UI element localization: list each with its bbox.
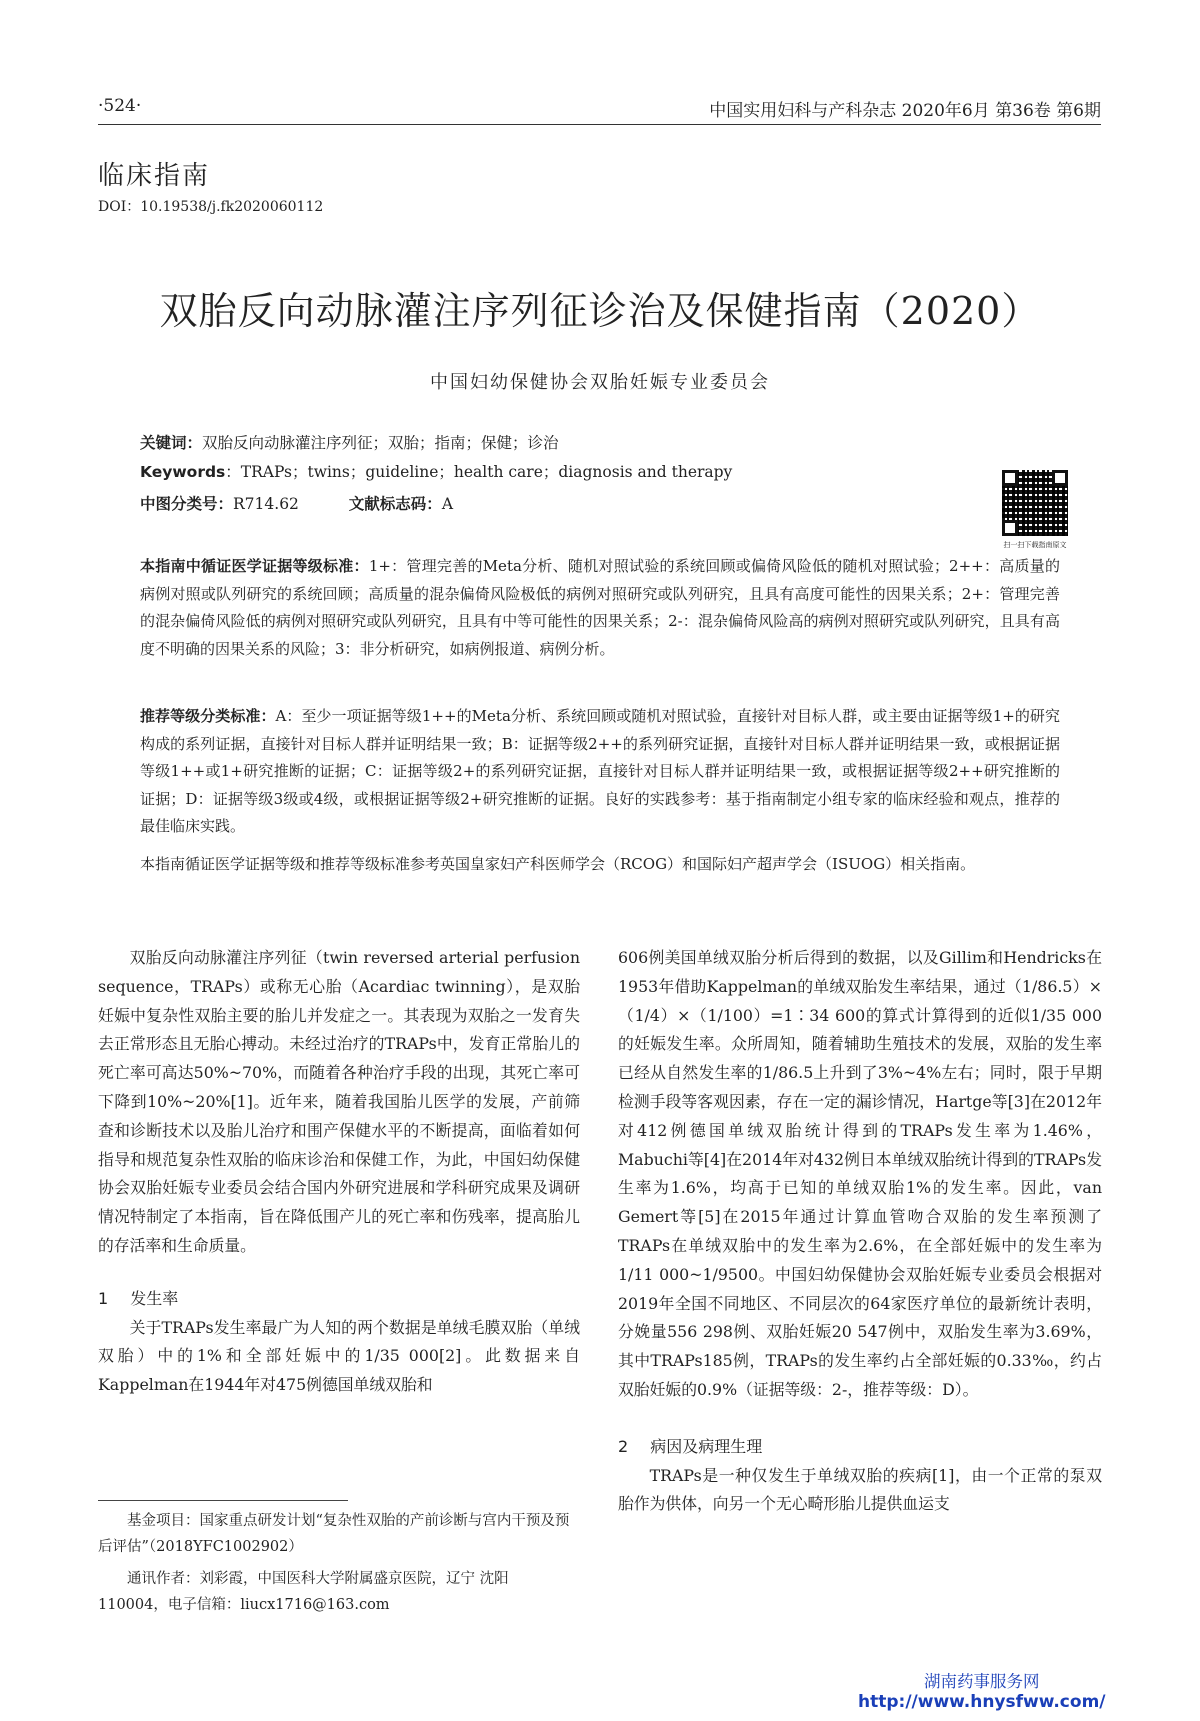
section-1-title: 发生率 (130, 1288, 179, 1308)
doc-code-value: A (441, 495, 454, 513)
continued-paragraph: 606例美国单绒双胎分析后得到的数据，以及Gillim和Hendricks在1953年借助Kappelman的单绒双胎发生率结果，通过（1/86.5）×（1/4）×（1/100）=1∶34 600的算式计算得到的近似1/35 000的妊娠发生率。众所周知，随着辅助生殖技术的发展，双胎的发生率已经从自然发生率的1/86.5上升到了3%~4%左右；同时，限于早期检测手段等客观因素，存在一定的漏诊情况，Hartge等[3]在2012年对412例德国单绒双胎统计得到的TRAPs发生率为1.46%，Mabuchi等[4]在2014年对432例日本单绒双胎统计得到的TRAPs发生率为1.6%，均高于已知的单绒双胎1%的发生率。因此，van Gemert等[5]在2015年通过计算血管吻合双胎的发生率预测了TRAPs在单绒双胎中的发生率为2.6%，在全部妊娠中的发生率为1/11 000~1/9500。中国妇幼保健协会双胎妊娠专业委员会根据对2019年全国不同地区、不同层次的64家医疗单位的最新统计表明，分娩量556 298例、双胎妊娠20 547例中，双胎发生率为3.69%，其中TRAPs185例，TRAPs的发生率约占全部妊娠的0.33‰，约占双胎妊娠的0.9%（证据等级：2-，推荐等级：D）。 (618, 948, 1102, 1399)
recommendation-grade-standard (140, 703, 1060, 841)
classification-label: 中图分类号： (140, 495, 234, 513)
en-keywords-label: Keywords (140, 463, 226, 481)
corresponding-author-footnote: 通讯作者：刘彩霞，中国医科大学附属盛京医院，辽宁 沈阳 110004，电子信箱：liucx1716@163.com (98, 1571, 509, 1613)
evidence-level-label: 本指南中循证医学证据等级标准： (140, 557, 369, 575)
grade-label: 推荐等级分类标准： (140, 707, 276, 725)
article-title: 双胎反向动脉灌注序列征诊治及保健指南（2020） (159, 289, 1041, 333)
grade-text: A：至少一项证据等级1++的Meta分析、系统回顾或随机对照试验，直接针对目标人群，或主要由证据等级1+的研究构成的系列证据，直接针对目标人群并证明结果一致；B：证据等级2++的系列研究证据，直接针对目标人群并证明结果一致，或根据证据等级1++或1+研究推断的证据；C：证据等级2+的系列研究证据，直接针对目标人群并证明结果一致，或根据证据等级2++研究推断的证据；D：证据等级3级或4级，或根据证据等级2+研究推断的证据。良好的实践参考：基于指南制定小组专家的临床经验和观点，推荐的最佳临床实践。 (140, 707, 1060, 835)
journal-header: 中国实用妇科与产科杂志 2020年6月 第36卷 第6期 (709, 101, 1101, 121)
page-number: ·524· (98, 96, 142, 116)
doi[interactable]: DOI：10.19538/j.fk2020060112 (98, 199, 324, 215)
column-tag: 临床指南 (98, 161, 211, 191)
keywords-label: 关键词： (140, 434, 203, 452)
en-keywords-text: ：TRAPs；twins；guideline；health care；diagnosis and therapy (225, 463, 733, 481)
classification-value: R714.62 (233, 495, 299, 513)
keywords-cn (140, 436, 559, 452)
right-column (618, 944, 1102, 1519)
section-2-paragraph: TRAPs是一种仅发生于单绒双胎的疾病[1]，由一个正常的泵双胎作为供体，向另一个无心畸形胎儿提供血运支 (618, 1465, 1102, 1514)
watermark-name: 湖南药事服务网 (924, 1672, 1040, 1691)
footnote-divider (98, 1500, 348, 1501)
section-2-heading (618, 1433, 1102, 1462)
section-2-number: 2 (618, 1436, 629, 1456)
section-2-title: 病因及病理生理 (650, 1436, 763, 1456)
left-column (98, 944, 580, 1400)
header-divider (98, 124, 1101, 125)
keywords-en (140, 465, 732, 481)
section-1-heading (98, 1285, 580, 1314)
doc-code-label: 文献标志码： (348, 495, 442, 513)
keywords-text: 双胎反向动脉灌注序列征；双胎；指南；保健；诊治 (202, 434, 559, 452)
section-1-number: 1 (98, 1288, 109, 1308)
evidence-level-text: 1+：管理完善的Meta分析、随机对照试验的系统回顾或偏倚风险低的随机对照试验；2++：高质量的病例对照或队列研究的系统回顾；高质量的混杂偏倚风险极低的病例对照研究或队列研究，且具有高度可能性的因果关系；2+：管理完善的混杂偏倚风险低的病例对照研究或队列研究，且具有中等可能性的因果关系；2-：混杂偏倚风险高的病例对照研究或队列研究，且具有高度不明确的因果关系的风险；3：非分析研究，如病例报道、病例分析。 (140, 557, 1060, 658)
author: 中国妇幼保健协会双胎妊娠专业委员会 (430, 372, 770, 393)
qr-code-icon[interactable] (1002, 470, 1068, 536)
evidence-level-standard (140, 553, 1060, 663)
qr-caption: 扫一扫下载指南原文 (1003, 541, 1067, 549)
watermark-url[interactable]: http://www.hnysfww.com/ (858, 1692, 1106, 1712)
watermark[interactable] (858, 1672, 1106, 1712)
fund-footnote: 基金项目：国家重点研发计划“复杂性双胎的产前诊断与宫内干预及预后评估”（2018YFC1002902） (98, 1513, 570, 1555)
section-1-paragraph: 关于TRAPs发生率最广为人知的两个数据是单绒毛膜双胎（单绒双胎）中的1%和全部妊娠中的1/35 000[2]。此数据来自Kappelman在1944年对475例德国单绒双胎和 (98, 1317, 580, 1395)
evidence-basis: 本指南循证医学证据等级和推荐等级标准参考英国皇家妇产科医师学会（RCOG）和国际妇产超声学会（ISUOG）相关指南。 (140, 855, 976, 873)
intro-paragraph: 双胎反向动脉灌注序列征（twin reversed arterial perfusion sequence，TRAPs）或称无心胎（Acardiac twinning），是双胎妊娠中复杂性双胎主要的胎儿并发症之一。其表现为双胎之一发育失去正常形态且无胎心搏动。未经过治疗的TRAPs中，发育正常胎儿的死亡率可高达50%~70%，而随着各种治疗手段的出现，其死亡率可下降到10%~20%[1]。近年来，随着我国胎儿医学的发展，产前筛查和诊断技术以及胎儿治疗和围产保健水平的不断提高，面临着如何指导和规范复杂性双胎的临床诊治和保健工作，为此，中国妇幼保健协会双胎妊娠专业委员会结合国内外研究进展和学科研究成果及调研情况特制定了本指南，旨在降低围产儿的死亡率和伤残率，提高胎儿的存活率和生命质量。 (98, 948, 580, 1255)
classification (140, 497, 453, 513)
